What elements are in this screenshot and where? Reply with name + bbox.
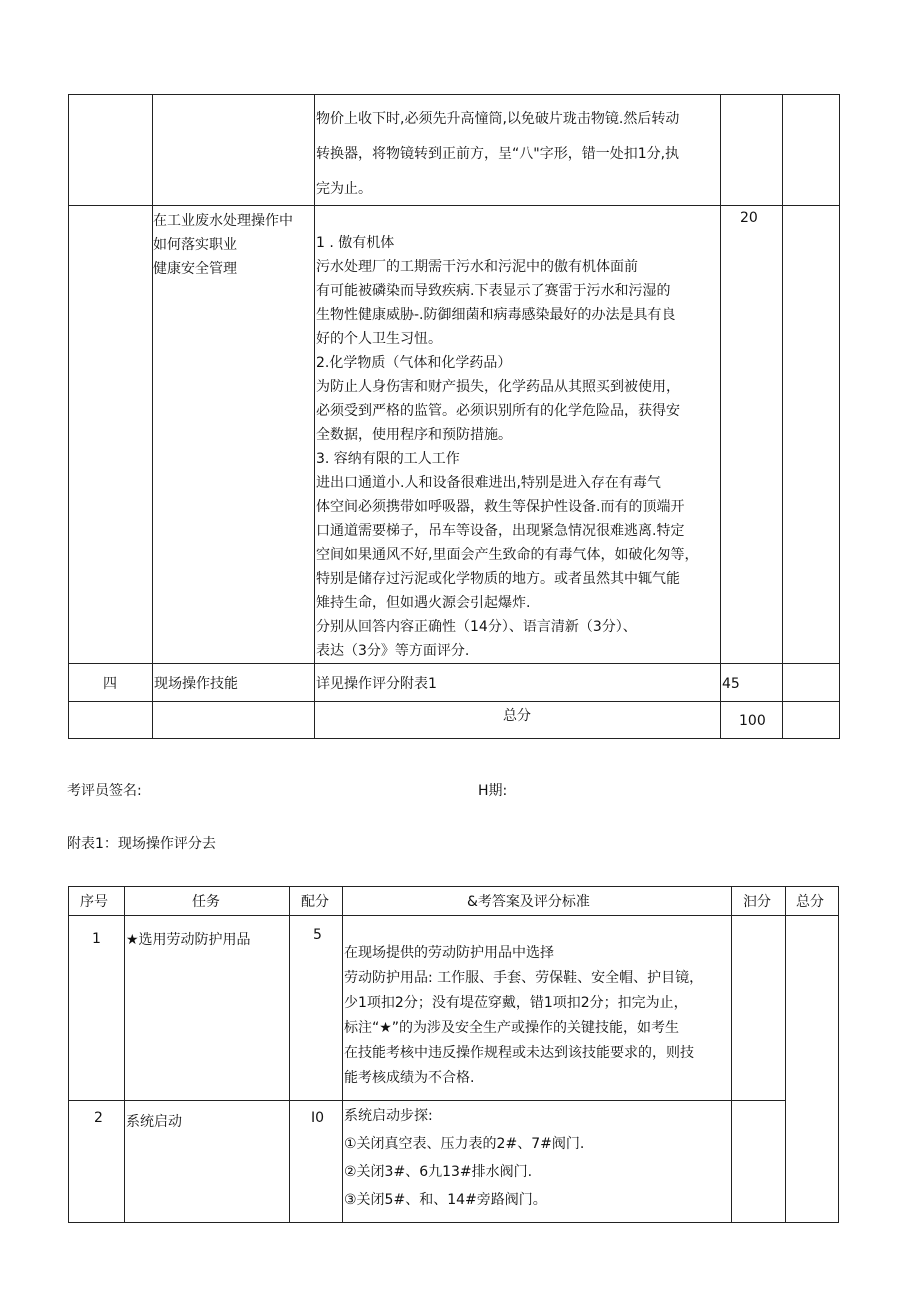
- site-row-task: 现场操作技能: [154, 676, 238, 692]
- criteria-line: 劳动防护用品: 工作服、手套、劳保鞋、安全帽、护目镜，: [344, 970, 704, 986]
- header-points: 配分: [301, 894, 329, 910]
- examiner-signature-label: 考评员签名:: [67, 783, 142, 799]
- row-points: 5: [313, 927, 322, 943]
- criteria-line: 少1项扣2分；没有堤莅穿戴，错1项扣2分；扣完为止，: [344, 995, 688, 1011]
- row-criteria: [344, 1102, 584, 1214]
- safety-content: [316, 231, 698, 663]
- header-deduct: 汩分: [743, 894, 771, 910]
- task-line: 如何落实职业: [153, 237, 237, 253]
- criteria-line: ①关闭真空表、压力表的2#、7#阀门.: [344, 1136, 585, 1152]
- content-line: 污水处理厂的工期需干污水和污泥中的傲有机体面前: [316, 259, 638, 275]
- task-line: 在工业废水处理操作中: [153, 213, 293, 229]
- total-score: 100: [739, 713, 766, 729]
- row-seq: 1: [92, 931, 101, 947]
- row-criteria: [344, 941, 703, 1091]
- criteria-line: 在技能考核中违反操作规程或未达到该技能要求的，则技: [344, 1045, 694, 1061]
- content-line: 3. 容纳有限的工人工作: [316, 451, 460, 467]
- safety-score: 20: [740, 210, 758, 226]
- content-line: 表达（3分》等方面评分.: [316, 643, 470, 659]
- criteria-line: 系统启动步探:: [344, 1108, 433, 1124]
- content-line: 好的个人卫生习忸。: [316, 331, 442, 347]
- site-row-content: 详见操作评分附表1: [316, 676, 437, 692]
- row-points: I0: [311, 1110, 325, 1126]
- criteria-line: ②关闭3#、6九13#排水阀门.: [344, 1164, 533, 1180]
- content-line: 口通道需要梯子，吊车等设备，出现紧急情况很难逃离.特定: [316, 523, 685, 539]
- date-label: H期:: [478, 783, 508, 799]
- continuation-content: [316, 104, 679, 209]
- content-line: 生物性健康威胁-.防御细菌和病毒感染最好的办法是具有良: [316, 307, 676, 323]
- content-line: 全数据，使用程序和预防措施。: [316, 427, 512, 443]
- criteria-line: 在现场提供的劳动防护用品中选择: [344, 945, 554, 961]
- site-row-score: 45: [722, 676, 740, 692]
- header-task: 任务: [192, 894, 220, 910]
- content-line: 为防止人身伤害和财产损失，化学药品从其照买到被使用，: [316, 379, 680, 395]
- row-task: ★选用劳动防护用品: [126, 932, 251, 948]
- content-line: 1 . 傲有机体: [316, 235, 395, 251]
- operation-scoring-table: [0, 880, 920, 1230]
- content-line: 转换器，将物镜转到正前方，呈“八"字形，错一处扣1分,执: [316, 146, 680, 162]
- row-task: 系统启动: [126, 1114, 182, 1130]
- header-criteria: &考答案及评分标准: [467, 894, 590, 910]
- header-total: 总分: [796, 894, 824, 910]
- content-line: 分别从回答内容正确性（14分）、语言清新（3分）、: [316, 619, 637, 635]
- content-line: 雉持生命，但如遇火源会引起爆炸.: [316, 595, 531, 611]
- content-line: 2.化学物质（气体和化学药品）: [316, 355, 512, 371]
- safety-task: [153, 209, 293, 281]
- content-line: 有可能被磷染而导致疾病.下表显示了赛雷于污水和污湿的: [316, 283, 671, 299]
- content-line: 必须受到严格的监管。必须识别所有的化学危险品，获得安: [316, 403, 680, 419]
- criteria-line: 能考核成绩为不合格.: [344, 1070, 475, 1086]
- content-line: 完为止。: [316, 181, 372, 197]
- site-row-number: 四: [103, 676, 117, 692]
- row-seq: 2: [94, 1110, 103, 1126]
- content-line: 进出口通道小.人和设备很难进出,特别是进入存在有毒气: [316, 475, 661, 491]
- criteria-line: 标注“★”的为涉及安全生产或操作的关键技能，如考生: [344, 1020, 680, 1036]
- total-label: 总分: [503, 708, 531, 724]
- content-line: 物价上收下时,必须先升高憧筒,以免破片珑击物镜.然后转动: [316, 111, 680, 127]
- criteria-line: ③关闭5#、和、14#旁路阀门。: [344, 1192, 547, 1208]
- content-line: 空间如果通风不好,里面会产生致命的有毒气体，如破化匆等，: [316, 547, 699, 563]
- task-line: 健康安全管理: [153, 261, 237, 277]
- appendix-title: 附表1：现场操作评分去: [67, 836, 216, 852]
- content-line: 特别是储存过污泥或化学物质的地方。或者虽然其中辄气能: [316, 571, 680, 587]
- header-seq: 序号: [80, 894, 108, 910]
- content-line: 体空间必须携带如呼吸器，救生等保护性设备.而有的顶端开: [316, 499, 685, 515]
